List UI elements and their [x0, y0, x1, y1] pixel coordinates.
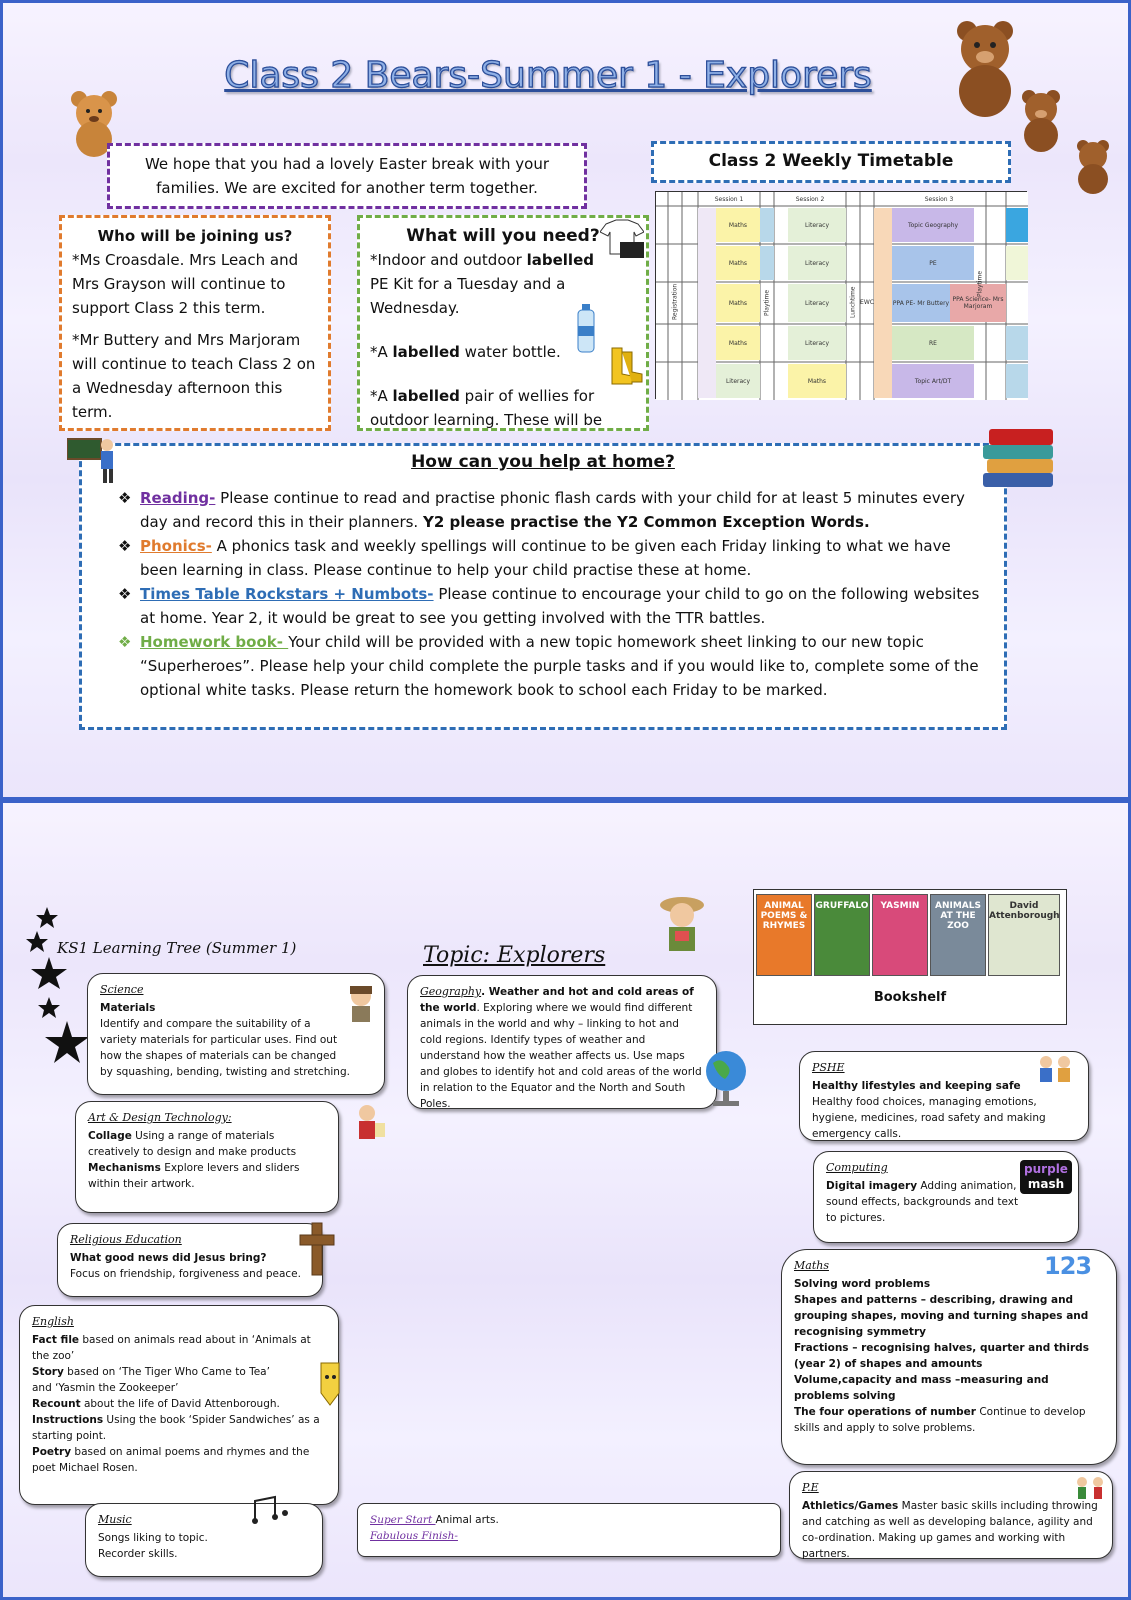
geography-card [407, 975, 717, 1109]
art-mechanisms-text: Explore levers and sliders within their artwork. [88, 1162, 300, 1190]
maths-line: Shapes and patterns – describing, drawing and grouping shapes, moving and turning shapes and recognising symmetry [794, 1294, 1089, 1338]
bear-icon [945, 17, 1025, 117]
bookshelf-label: Bookshelf [873, 990, 947, 1005]
help-list [118, 486, 988, 702]
globe-icon [703, 1049, 749, 1113]
science-heading: Science [100, 983, 144, 996]
computing-text: Adding animation, sound effects, backgrounds and text to pictures. [826, 1180, 1019, 1224]
book-cover: David Attenborough [988, 894, 1060, 976]
art-mechanisms-label: Mechanisms [88, 1162, 161, 1174]
timetable-cell: Literacy [804, 259, 830, 267]
science-sub: Materials [100, 1002, 156, 1014]
maths-line: Volume,capacity and mass –measuring and problems solving [794, 1374, 1049, 1402]
joining-staff-text: *Ms Croasdale. Mrs Leach and Mrs Grayson will continue to support Class 2 this term. [72, 251, 299, 317]
timetable-cell: Maths [728, 259, 748, 267]
explorer-icon [649, 891, 715, 961]
artist-icon [347, 1103, 387, 1147]
english-instructions-label: Instructions [32, 1414, 104, 1426]
labelled-text: labelled [392, 387, 460, 405]
maths-line: The four operations of number [794, 1406, 976, 1418]
geography-text: . Exploring where we would find different animals in the world and why – linking to hot and cold regions. Identify types of weather and understand how the weather affects us. Use maps and globes to identify hot and cold areas of the world in relation to the Equator and the North and South Poles. [420, 1002, 702, 1110]
maths-line: Solving word problems [794, 1278, 931, 1290]
phonics-link[interactable]: Phonics- [140, 537, 212, 555]
bullet-icon: ❖ [118, 585, 132, 603]
stars-icon [23, 903, 93, 1077]
session-2-header: Session 2 [795, 195, 825, 203]
art-collage-text: Using a range of materials creatively to design and make products [88, 1130, 297, 1158]
maths-line-text: Continue to develop skills and apply to solve problems. [794, 1406, 1086, 1434]
bookshelf-box [753, 889, 1067, 1025]
ttr-link[interactable]: Times Table Rockstars + Numbots- [140, 585, 434, 603]
pshe-heading: PSHE [812, 1061, 845, 1074]
re-card [57, 1223, 323, 1297]
teacher-icon [67, 435, 117, 489]
re-text: Focus on friendship, forgiveness and peace. [70, 1268, 301, 1280]
english-recount-label: Recount [32, 1398, 81, 1410]
re-question: What good news did Jesus bring? [70, 1252, 267, 1264]
reading-bold-text: Y2 please practise the Y2 Common Exception Words. [422, 513, 870, 531]
purple-mash-logo [1020, 1160, 1072, 1194]
lunchtime-label: Lunchtime [849, 286, 857, 318]
pe-kit-icon [600, 218, 644, 265]
cross-icon [297, 1221, 337, 1281]
timetable-cell: Topic Geography [907, 221, 959, 229]
re-heading: Religious Education [70, 1233, 182, 1246]
timetable-title: Class 2 Weekly Timetable [708, 151, 954, 171]
tree-title: KS1 Learning Tree (Summer 1) [57, 939, 297, 957]
children-icon [1036, 1054, 1076, 1089]
maths-line: Fractions – recognising halves, quarter and thirds (year 2) of shapes and amounts [794, 1342, 1089, 1370]
english-factfile-label: Fact file [32, 1334, 80, 1346]
topic-title: Topic: Explorers [423, 943, 606, 968]
timetable-cell: PPA Science- Mrs Marjoram [952, 296, 1004, 310]
page-title: Class 2 Bears-Summer 1 - Explorers [224, 55, 872, 96]
help-title: How can you help at home? [411, 452, 675, 472]
english-card [19, 1305, 339, 1505]
numbers-icon: 123 [1044, 1252, 1092, 1280]
need-item-pe-kit: *Indoor and outdoor [370, 251, 527, 269]
list-item [118, 582, 988, 630]
need-title: What will you need? [406, 226, 600, 246]
maths-heading: Maths [794, 1259, 829, 1272]
music-line: Recorder skills. [98, 1548, 178, 1560]
english-factfile-text: based on animals read about in ‘Animals at the zoo’ [32, 1334, 311, 1362]
book-cover: ANIMAL POEMS & RHYMES [756, 894, 812, 976]
timetable-cell: Maths [728, 339, 748, 347]
geography-heading: Geography [420, 985, 482, 998]
english-story-label: Story [32, 1366, 64, 1378]
timetable-cell: PE [929, 259, 937, 267]
book-cover: GRUFFALO [814, 894, 870, 976]
labelled-text: labelled [392, 343, 460, 361]
timetable-cell: PPA PE- Mr Buttery [892, 299, 950, 307]
need-item-bottle-rest: water bottle. [459, 343, 561, 361]
phonics-text: A phonics task and weekly spellings will continue to be given each Friday linking to what we have been learning in class. Please continue to help your child practise these at home. [140, 537, 951, 579]
english-poetry-label: Poetry [32, 1446, 72, 1458]
bear-icon [1015, 87, 1067, 153]
super-start-label: Super Start [370, 1514, 436, 1526]
logo-word: mash [1027, 1177, 1065, 1191]
joining-teachers-text: *Mr Buttery and Mrs Marjoram will continue to teach Class 2 on a Wednesday afternoon this term. [72, 331, 316, 421]
newsletter-page-2 [0, 800, 1131, 1600]
books-icon [979, 421, 1061, 501]
science-card [87, 973, 385, 1095]
bear-icon [1071, 137, 1115, 195]
help-at-home-box [79, 443, 1007, 730]
bullet-icon: ❖ [118, 633, 132, 651]
registration-label: Registration [671, 283, 679, 321]
timetable-cell: Topic Art/DT [914, 377, 952, 385]
session-3-header: Session 3 [924, 195, 954, 203]
weekly-timetable [655, 191, 1027, 399]
timetable-cell: Literacy [804, 339, 830, 347]
english-story-text: based on ‘The Tiger Who Came to Tea’ and ‘Yasmin the Zookeeper’ [32, 1366, 270, 1394]
list-item [118, 630, 988, 702]
ewc-label: EWC [860, 298, 874, 306]
need-box [357, 215, 649, 431]
timetable-heading-box [651, 141, 1011, 183]
book-cover: ANIMALS AT THE ZOO [930, 894, 986, 976]
reading-link[interactable]: Reading- [140, 489, 216, 507]
timetable-cell: Literacy [804, 221, 830, 229]
pencil-icon [313, 1359, 349, 1413]
homework-text: Your child will be provided with a new topic homework sheet linking to our new topic “Superheroes”. Please help your child complete the purple tasks and if you would like to, complete some of the optional white tasks. Please return the homework book to school each Friday to be marked. [140, 633, 979, 699]
timetable-cell: Maths [807, 377, 827, 385]
art-collage-label: Collage [88, 1130, 132, 1142]
joining-title: Who will be joining us? [97, 227, 293, 245]
music-heading: Music [98, 1513, 132, 1526]
labelled-text: labelled [526, 251, 594, 269]
ttr-text: Please continue to encourage your child to go on the following websites at home. Year 2, it would be great to see you getting involved with the TTR battles. [140, 585, 980, 627]
science-text: Identify and compare the suitability of a variety materials for particular uses. Find out how the shapes of materials can be changed by squashing, bending, twisting and stretching. [100, 1018, 350, 1078]
art-heading: Art & Design Technology: [88, 1111, 232, 1124]
english-recount-text: about the life of David Attenborough. [80, 1398, 280, 1410]
timetable-cell: Maths [728, 221, 748, 229]
list-item [118, 486, 988, 534]
english-heading: English [32, 1315, 74, 1328]
need-item-pe-kit-rest: PE Kit for a Tuesday and a Wednesday. [370, 275, 566, 317]
list-item [118, 534, 988, 582]
need-item-wellies-rest: pair of wellies for outdoor learning. These will be [370, 387, 603, 429]
pe-heading: P.E [802, 1481, 819, 1494]
need-item-wellies: *A [370, 387, 393, 405]
session-1-header: Session 1 [714, 195, 744, 203]
fabulous-finish-label: Fabulous Finish- [370, 1530, 458, 1542]
computing-heading: Computing [826, 1161, 888, 1174]
scientist-icon [344, 984, 378, 1029]
timetable-cell: Maths [728, 299, 748, 307]
art-card [75, 1101, 339, 1213]
welcome-box [107, 143, 587, 209]
wellies-icon [608, 346, 644, 393]
need-item-bottle: *A [370, 343, 393, 361]
book-cover: YASMIN [872, 894, 928, 976]
homework-link[interactable]: Homework book- [140, 633, 289, 651]
pe-text: Master basic skills including throwing and catching as well as developing balance, agility and co-ordination. Making up games and working with partners. [802, 1500, 1098, 1560]
music-line: Songs liking to topic. [98, 1532, 208, 1544]
timetable-cell: RE [929, 339, 937, 347]
computing-topic: Digital imagery [826, 1180, 918, 1192]
playtime-label: Playtime [763, 289, 771, 317]
pshe-topic: Healthy lifestyles and keeping safe [812, 1080, 1021, 1092]
playtime-label: Playtime [976, 270, 984, 298]
computing-card [813, 1151, 1079, 1243]
timetable-cell: Literacy [725, 377, 751, 385]
bullet-icon: ❖ [118, 489, 132, 507]
english-poetry-text: based on animal poems and rhymes and the poet Michael Rosen. [32, 1446, 310, 1474]
geography-bold: . Weather and hot and cold areas of the world [420, 986, 694, 1014]
super-start-text: Animal arts. [435, 1514, 499, 1526]
logo-word: purple [1024, 1162, 1068, 1176]
pe-topic: Athletics/Games [802, 1500, 899, 1512]
super-start-card [357, 1503, 781, 1557]
maths-card [781, 1249, 1117, 1465]
pshe-text: Healthy food choices, managing emotions, hygiene, medicines, road safety and making emergency calls. [812, 1096, 1046, 1140]
reading-text: Please continue to read and practise phonic flash cards with your child for at least 5 minutes every day and record this in their planners. [140, 489, 965, 531]
english-instructions-text: Using the book ‘Spider Sandwiches’ as a starting point. [32, 1414, 320, 1442]
pe-card [789, 1471, 1113, 1559]
welcome-text: We hope that you had a lovely Easter break with your families. We are excited for another term together. [144, 155, 549, 197]
timetable-cell: Literacy [804, 299, 830, 307]
bullet-icon: ❖ [118, 537, 132, 555]
pshe-card [799, 1051, 1089, 1141]
music-notes-icon [251, 1495, 291, 1529]
sports-icon [1072, 1474, 1106, 1507]
joining-box [59, 215, 331, 431]
